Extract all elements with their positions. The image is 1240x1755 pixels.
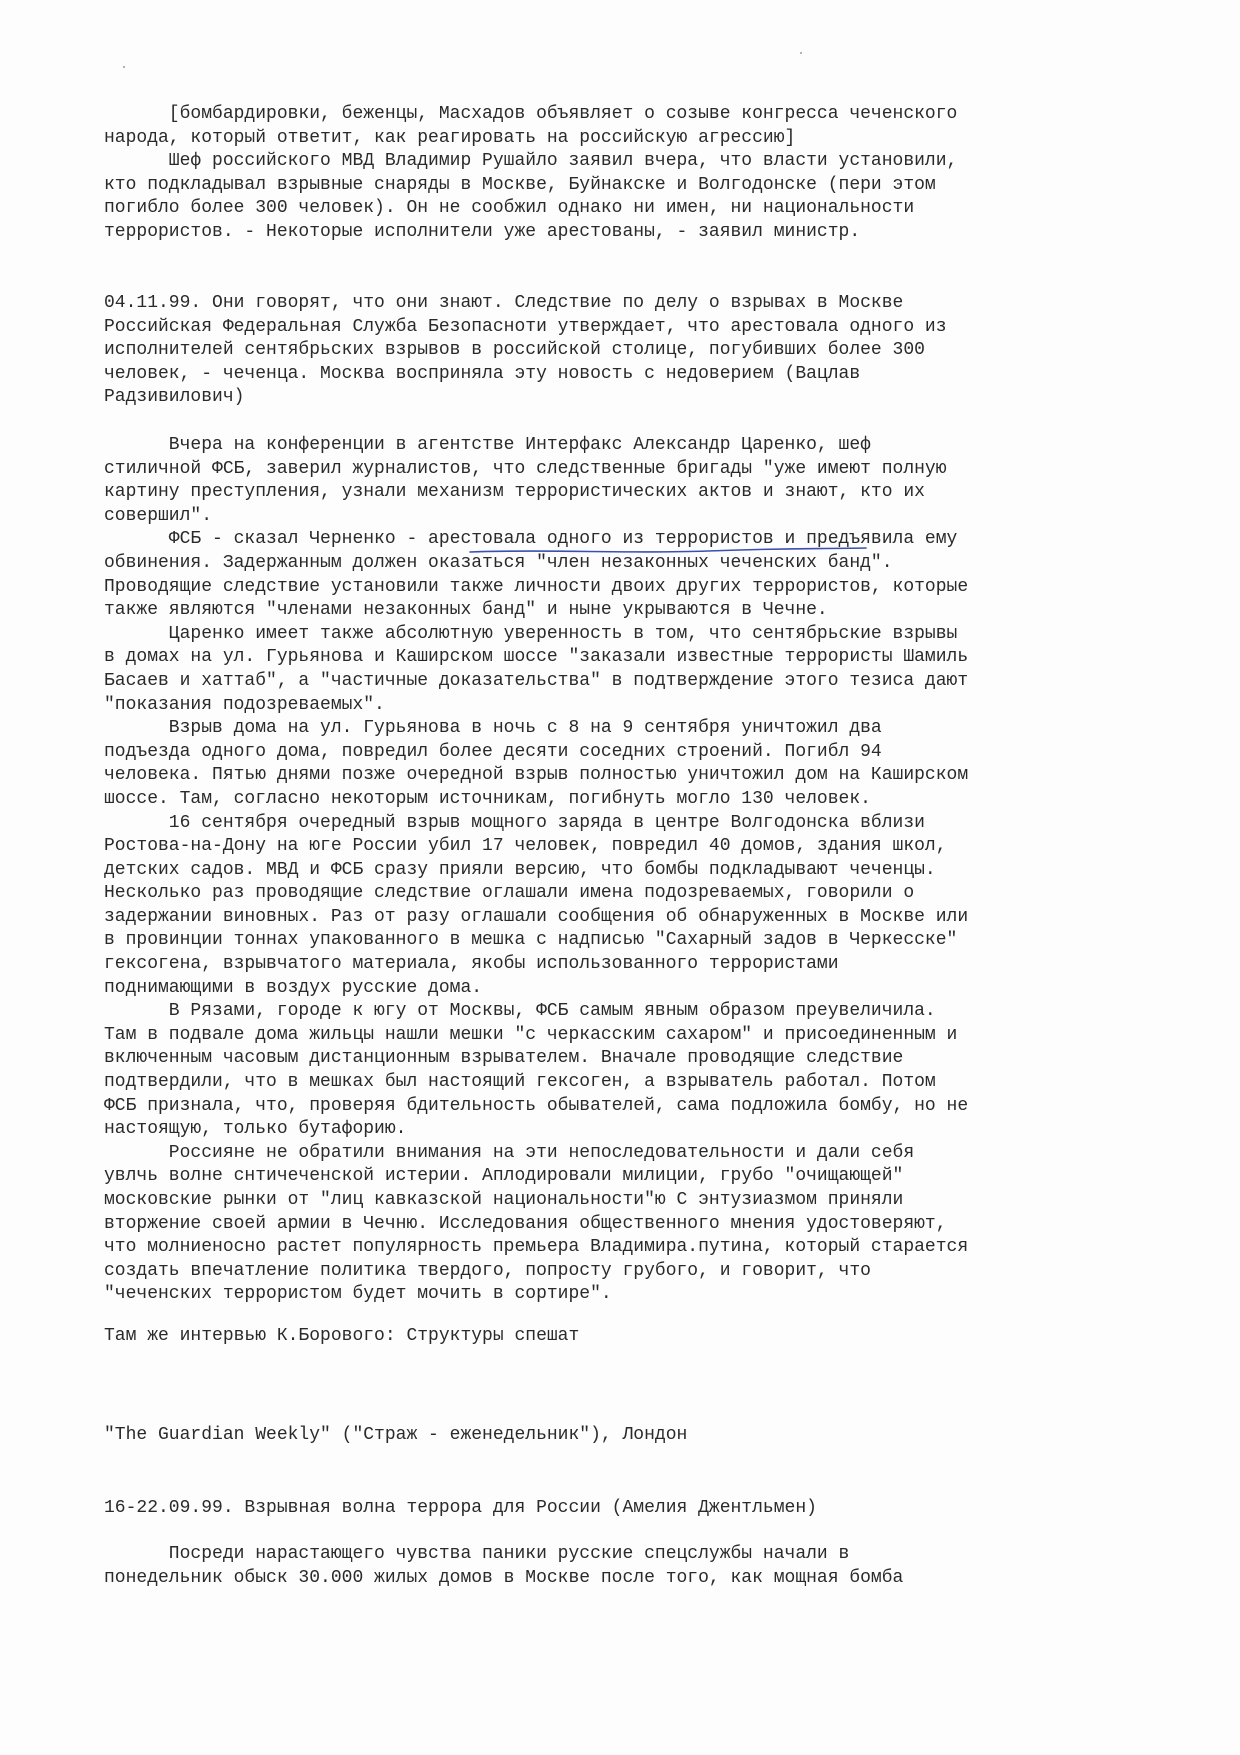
text-line: Российская Федеральная Служба Безопасноти утверждает, что арестовала одного из	[104, 316, 947, 337]
text-line: настоящую, только бутафорию.	[104, 1119, 407, 1140]
text-line: Несколько раз проводящие следствие оглашали имена подозреваемых, говорили о	[104, 883, 915, 904]
text-line: Там же интервью К.Борового: Структуры спешат	[104, 1326, 580, 1346]
text-line: также являются "членами незаконных банд" и ныне укрываются в Чечне.	[104, 600, 828, 621]
text-line: Там в подвале дома жильцы нашли мешки "с черкасским сахаром" и присоединенным и	[104, 1024, 958, 1045]
paragraph-block-3	[104, 434, 968, 1307]
text-line: обвинения. Задержанным должен оказаться "член незаконных чеченских банд".	[104, 552, 893, 573]
text-line: понедельник обыск 30.000 жилых домов в Москве после того, как мощная бомба	[104, 1567, 904, 1588]
text-line: погибло более 300 человек). Он не сообжил однако ни имен, ни национальности	[104, 198, 915, 219]
text-line: Посреди нарастающего чувства паники русские спецслужбы начали в	[104, 1544, 850, 1564]
text-line: Шеф российского МВД Владимир Рушайло заявил вчера, что власти установили,	[104, 151, 958, 172]
text-line: увлчь волне снтичеченской истерии. Аплодировали милиции, грубо "очищающей"	[104, 1166, 904, 1187]
paragraph-block-1	[104, 103, 957, 245]
publication-heading	[104, 1424, 687, 1448]
text-line: 16-22.09.99. Взрывная волна террора для России (Амелия Джентльмен)	[104, 1498, 817, 1518]
text-line: В Рязами, городе к югу от Москвы, ФСБ самым явным образом преувеличила.	[104, 1001, 936, 1022]
text-line: Вчера на конференции в агентстве Интерфакс Александр Царенко, шеф	[104, 435, 871, 455]
text-line: в домах на ул. Гурьянова и Каширском шоссе "заказали известные террористы Шамиль	[104, 647, 969, 668]
text-line: вторжение своей армии в Чечню. Исследования общественного мнения удостоверяют,	[104, 1213, 947, 1234]
pen-underline-mark	[468, 543, 868, 557]
text-line: совершил".	[104, 505, 213, 526]
text-line: 16 сентября очередный взрыв мощного заряда в центре Волгодонска вблизи	[104, 812, 925, 833]
text-line: человек, - чеченца. Москва восприняла эту новость с недоверием (Вацлав	[104, 363, 861, 384]
text-line: человека. Пятью днями позже очередной взрыв полностью уничтожил дом на Каширском	[104, 765, 969, 786]
text-line: "The Guardian Weekly" ("Страж - еженедельник"), Лондон	[104, 1425, 688, 1445]
text-line: [бомбардировки, беженцы, Масхадов объявляет о созыве конгресса чеченского	[104, 104, 958, 124]
text-line: "показания подозреваемых".	[104, 694, 385, 715]
text-line: включенным часовым дистанционным взрывателем. Вначале проводящие следствие	[104, 1048, 904, 1069]
text-line: ФСБ признала, что, проверяя бдительность обывателей, сама подложила бомбу, но не	[104, 1095, 969, 1116]
paragraph-last	[104, 1543, 903, 1590]
text-line: кто подкладывал взрывные снаряды в Москве, Буйнакске и Волгодонске (пери этом	[104, 174, 936, 195]
text-line: Проводящие следствие установили также личности двоих других террористов, которые	[104, 576, 969, 597]
text-line: 04.11.99. Они говорят, что они знают. Следствие по делу о взрывах в Москве	[104, 293, 904, 313]
text-line: детских садов. МВД и ФСБ сразу прияли версию, что бомбы подкладывают чеченцы.	[104, 859, 936, 880]
text-line: подтвердили, что в мешках был настоящий гексоген, а взрыватель работал. Потом	[104, 1072, 936, 1093]
article-heading	[104, 1497, 817, 1521]
text-line: создать впечатление политика твердого, попросту грубого, и говорит, что	[104, 1260, 871, 1281]
text-line: Царенко имеет также абсолютную уверенность в том, что сентябрьские взрывы	[104, 623, 958, 644]
text-line: картину преступления, узнали механизм террористических актов и знают, кто их	[104, 482, 925, 503]
text-line: "чеченских террористом будет мочить в сортире".	[104, 1284, 612, 1305]
text-line: шоссе. Там, согласно некоторым источникам, погибнуть могло 130 человек.	[104, 788, 871, 809]
text-line: Ростова-на-Дону на юге России убил 17 человек, повредил 40 домов, здания школ,	[104, 836, 947, 857]
borovoy-note	[104, 1325, 579, 1349]
scan-speck	[800, 52, 802, 54]
text-line: ФСБ - сказал Черненко - арестовала одного из террористов и предъявила ему	[104, 529, 958, 550]
text-line: гексогена, взрывчатого материала, якобы использованного террористами	[104, 954, 839, 975]
text-line: Басаев и хаттаб", а "частичные доказательства" в подтверждение этого тезиса дают	[104, 670, 969, 691]
text-line: стиличной ФСБ, заверил журналистов, что следственные бригады "уже имеют полную	[104, 458, 947, 479]
text-line: Радзивилович)	[104, 387, 245, 408]
paragraph-block-2	[104, 292, 947, 410]
text-line: задержании виновных. Раз от разу оглашали сообщения об обнаруженных в Москве или	[104, 906, 969, 927]
text-line: подъезда одного дома, повредил более десяти соседних строений. Погибл 94	[104, 741, 882, 762]
text-line: поднимающими в воздух русские дома.	[104, 977, 483, 998]
text-line: исполнителей сентябрьских взрывов в российской столице, погубивших более 300	[104, 340, 925, 361]
scan-speck	[123, 66, 125, 68]
text-line: Взрыв дома на ул. Гурьянова в ночь с 8 на 9 сентября уничтожил два	[104, 718, 882, 739]
text-line: в провинции тоннах упакованного в мешка с надписью "Сахарный задов в Черкесске"	[104, 930, 958, 951]
text-line: что молниеносно растет популярность премьера Владимира.путина, который старается	[104, 1237, 969, 1258]
text-line: московские рынки от "лиц кавказской национальности"ю С энтузиазмом приняли	[104, 1190, 904, 1210]
text-line: народа, который ответит, как реагировать на российскую агрессию]	[104, 127, 796, 148]
text-line: террористов. - Некоторые исполнители уже арестованы, - заявил министр.	[104, 221, 861, 242]
text-line: Россияне не обратили внимания на эти непоследовательности и дали себя	[104, 1142, 915, 1163]
